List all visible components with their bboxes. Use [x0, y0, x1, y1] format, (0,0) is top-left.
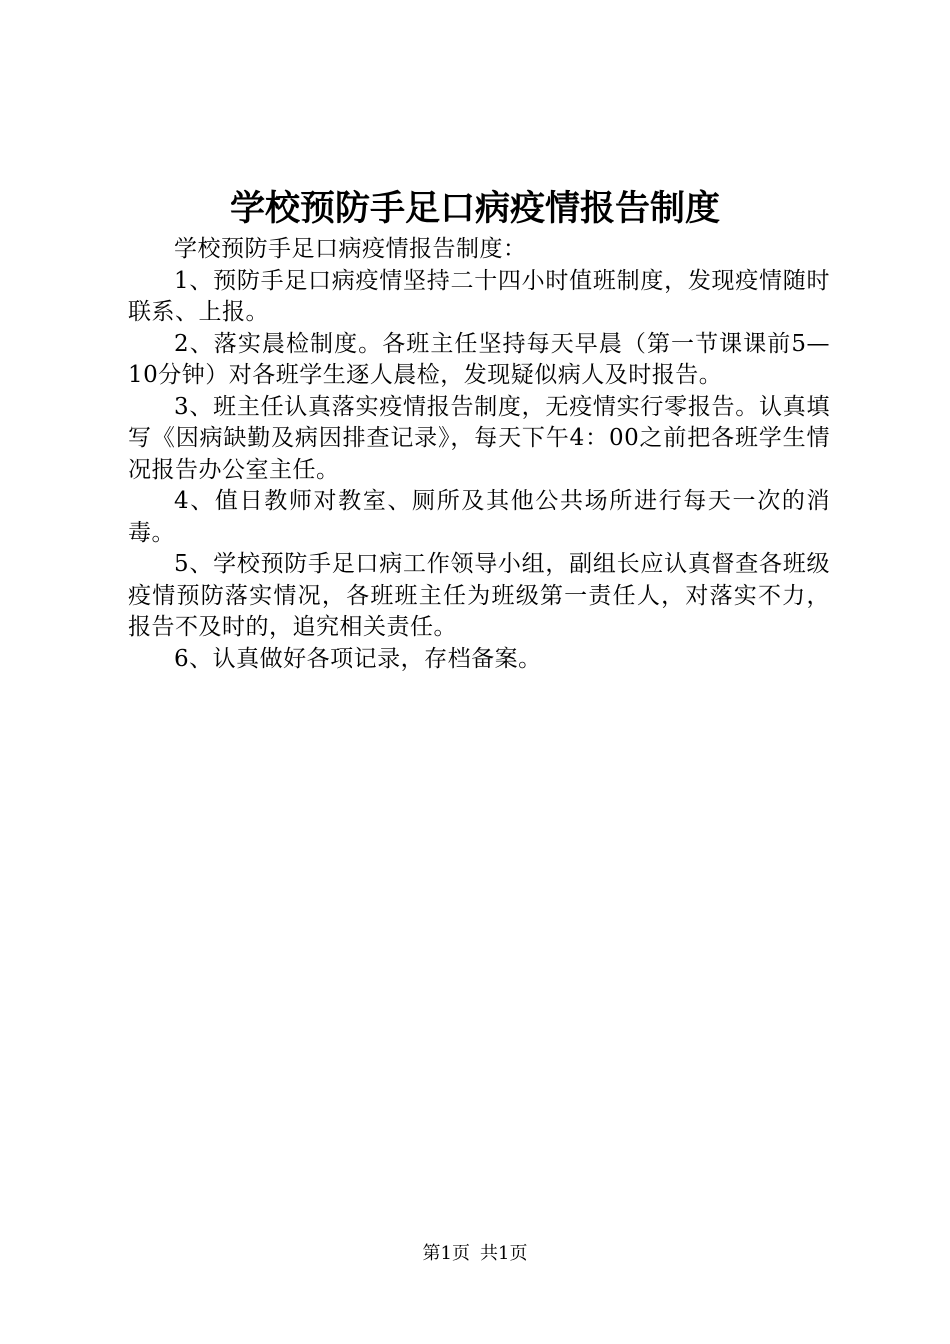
page-footer [0, 1242, 950, 1266]
intro-paragraph: 学校预防手足口病疫情报告制度： [174, 236, 527, 262]
item-paragraph-2: 2、落实晨检制度。各班主任坚持每天早晨（第一节课课前5—10分钟）对各班学生逐人晨检，发现疑似病人及时报告。 [128, 330, 830, 388]
item-paragraph-4: 4、值日教师对教室、厕所及其他公共场所进行每天一次的消毒。 [128, 488, 830, 546]
item-paragraph-5: 5、学校预防手足口病工作领导小组，副组长应认真督查各班级疫情预防落实情况，各班班主任为班级第一责任人，对落实不力，报告不及时的，追究相关责任。 [128, 551, 830, 640]
item-paragraph-6: 6、认真做好各项记录，存档备案。 [174, 645, 542, 672]
item-paragraph-3: 3、班主任认真落实疫情报告制度，无疫情实行零报告。认真填写《因病缺勤及病因排查记录》，每天下午4：00之前把各班学生情况报告办公室主任。 [128, 393, 830, 483]
document-title: 学校预防手足口病疫情报告制度 [229, 188, 720, 229]
page-number: 第1页 [422, 1243, 470, 1264]
document-body [128, 234, 830, 675]
item-paragraph-1: 1、预防手足口病疫情坚持二十四小时值班制度，发现疫情随时联系、上报。 [128, 267, 830, 325]
page-total: 共1页 [480, 1243, 528, 1264]
